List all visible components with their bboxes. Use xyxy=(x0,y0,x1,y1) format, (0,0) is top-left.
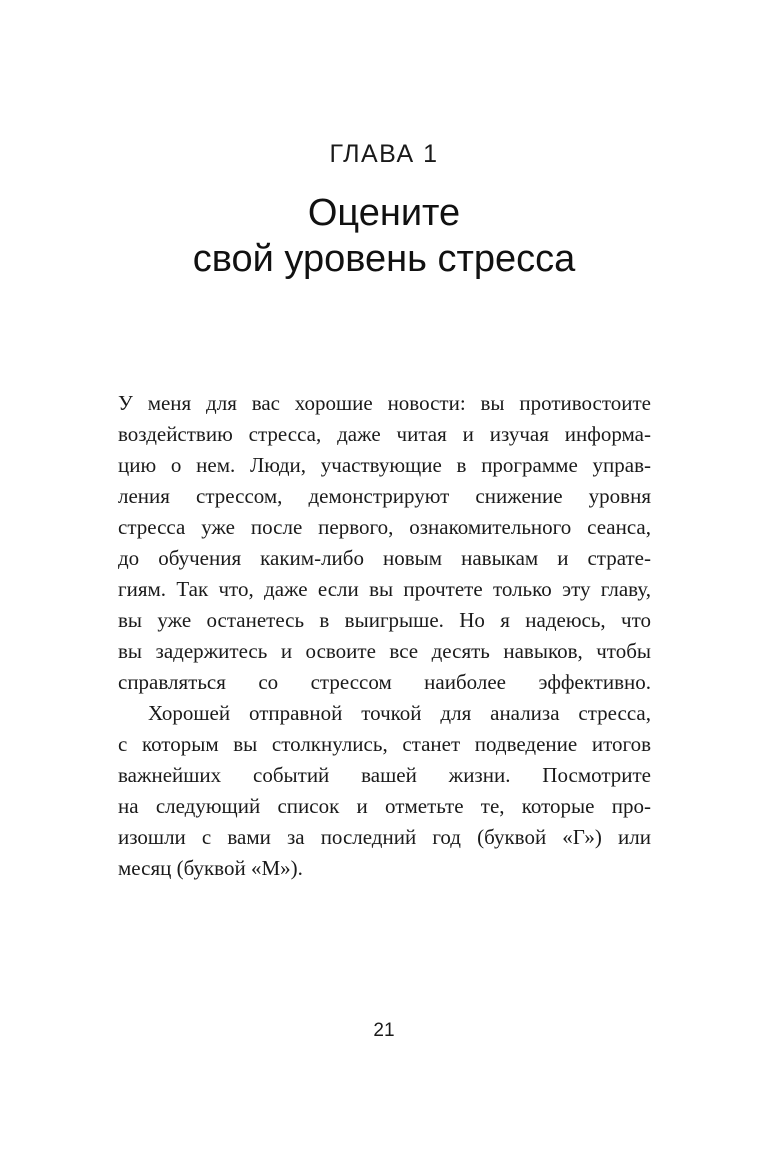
text-line: гиям. Так что, даже если вы прочтете только эту главу, xyxy=(118,577,651,601)
text-line: вы уже останетесь в выигрыше. Но я надеюсь, что xyxy=(118,608,651,632)
body-text xyxy=(118,388,651,884)
text-line: месяц (буквой «М»). xyxy=(118,856,303,880)
paragraph-2 xyxy=(118,698,651,884)
text-line: воздействию стресса, даже читая и изучая информа- xyxy=(118,422,651,446)
text-line: справляться со стрессом наиболее эффективно. xyxy=(118,670,651,694)
text-line: стресса уже после первого, ознакомительного сеанса, xyxy=(118,515,651,539)
text-line: с которым вы столкнулись, станет подведение итогов xyxy=(118,732,651,756)
text-line: важнейших событий вашей жизни. Посмотрите xyxy=(118,763,651,787)
text-line: до обучения каким-либо новым навыкам и страте- xyxy=(118,546,651,570)
text-line: У меня для вас хорошие новости: вы противостоите xyxy=(118,391,651,415)
chapter-title-line-2: свой уровень стресса xyxy=(192,238,576,280)
text-line: Хорошей отправной точкой для анализа стресса, xyxy=(148,701,651,725)
paragraph-1 xyxy=(118,388,651,698)
text-line: на следующий список и отметьте те, которые про- xyxy=(118,794,651,818)
text-line: ления стрессом, демонстрируют снижение уровня xyxy=(118,484,651,508)
chapter-title xyxy=(0,190,768,282)
text-line: цию о нем. Люди, участвующие в программе управ- xyxy=(118,453,651,477)
chapter-label: ГЛАВА 1 xyxy=(329,140,439,168)
page-number: 21 xyxy=(373,1020,395,1041)
chapter-title-line-1: Оцените xyxy=(307,192,461,234)
text-line: вы задержитесь и освоите все десять навыков, чтобы xyxy=(118,639,651,663)
text-line: изошли с вами за последний год (буквой «Г») или xyxy=(118,825,651,849)
